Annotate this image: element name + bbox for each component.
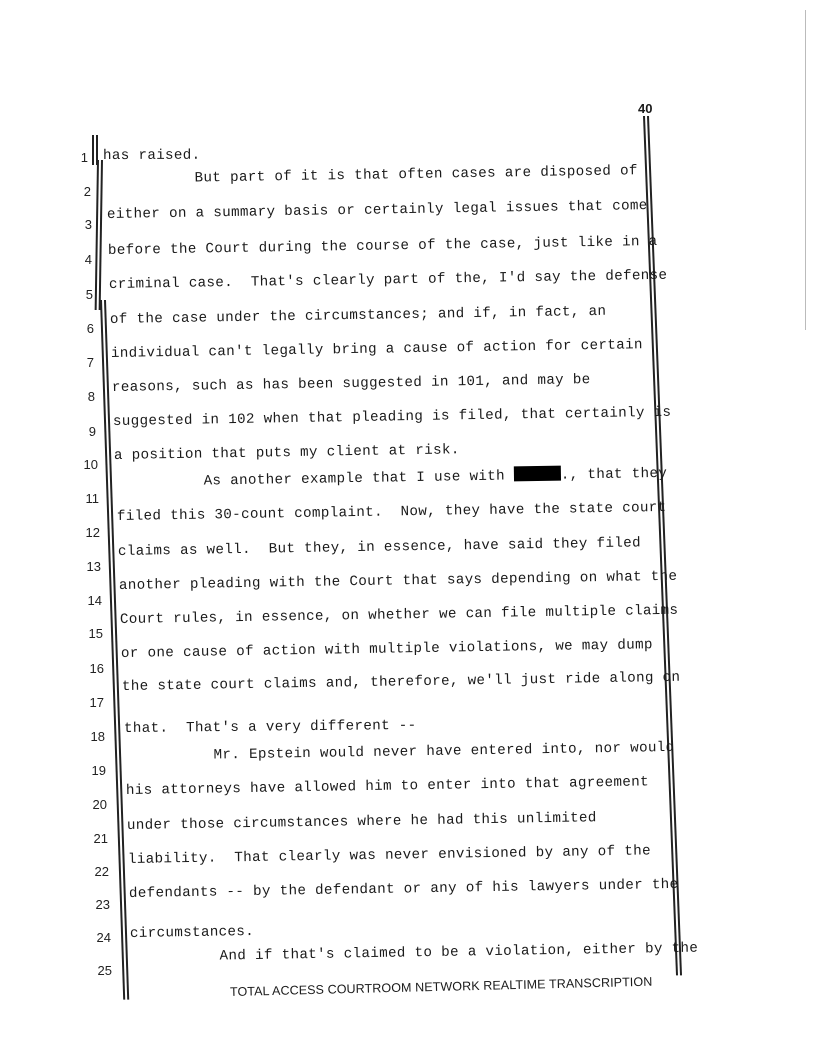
transcript-text: ., that they [560, 465, 668, 484]
transcript-line: filed this 30-count complaint. Now, they have the state court [116, 499, 667, 525]
line-number: 25 [97, 963, 112, 978]
left-margin-rule [99, 160, 103, 310]
line-number: 3 [84, 217, 92, 232]
line-number: 4 [84, 252, 92, 267]
transcript-line: individual can't legally bring a cause of action for certain [110, 337, 643, 362]
transcript-line: And if that's claimed to be a violation, either by the [130, 940, 699, 966]
transcript-line: or one cause of action with multiple violations, we may dump [120, 637, 653, 662]
transcript-line: his attorneys have allowed him to enter into that agreement [125, 774, 650, 799]
line-number: 22 [94, 864, 109, 879]
transcript-line: that. That's a very different -- [123, 717, 417, 737]
page-number: 40 [638, 101, 653, 116]
transcript-line: circumstances. [129, 923, 255, 942]
transcript-line: criminal case. That's clearly part of the, I'd say the defense [108, 267, 668, 293]
line-number: 1 [80, 150, 88, 165]
line-number: 12 [85, 525, 100, 540]
line-number: 24 [96, 930, 111, 945]
scan-edge-mark [805, 10, 806, 330]
line-number: 23 [95, 897, 110, 912]
line-number: 21 [93, 831, 108, 846]
transcript-line: a position that puts my client at risk. [113, 442, 460, 464]
transcript-line: liability. That clearly was never envisioned by any of the [127, 843, 652, 868]
line-number: 18 [90, 729, 105, 744]
line-number: 9 [88, 424, 96, 439]
redaction-block [514, 466, 561, 482]
transcript-line: claims as well. But they, in essence, have said they filed [117, 535, 642, 560]
line-number: 6 [86, 321, 94, 336]
transcript-line: another pleading with the Court that says depending on what the [118, 568, 678, 594]
line-number: 8 [87, 389, 95, 404]
line-number: 2 [83, 184, 91, 199]
footer-banner: TOTAL ACCESS COURTROOM NETWORK REALTIME TRANSCRIPTION [229, 974, 653, 999]
transcript-line: Mr. Epstein would never have entered into, nor would [124, 739, 675, 765]
transcript-line: suggested in 102 when that pleading is filed, that certainly is [112, 404, 672, 430]
line-number: 16 [89, 661, 104, 676]
transcript-text: As another example that I use with [114, 468, 514, 491]
transcript-line: before the Court during the course of the case, just like in a [107, 233, 658, 259]
transcript-line: the state court claims and, therefore, we'll just ride along on [121, 669, 681, 695]
transcript-line [115, 464, 667, 491]
transcript-line: under those circumstances where he had this unlimited [126, 810, 597, 834]
line-number: 11 [85, 491, 99, 506]
transcript-line: But part of it is that often cases are disposed of [105, 163, 638, 188]
transcript-line: has raised. [102, 147, 201, 164]
line-number: 17 [89, 695, 104, 710]
line-number: 14 [87, 593, 102, 608]
transcript-line: either on a summary basis or certainly legal issues that come [106, 198, 648, 223]
line-number: 5 [85, 287, 93, 302]
line-number: 7 [86, 355, 94, 370]
left-margin-rule [92, 135, 94, 165]
transcript-line: Court rules, in essence, on whether we can file multiple claims [119, 602, 679, 628]
line-number: 13 [86, 559, 101, 574]
transcript-line: defendants -- by the defendant or any of his lawyers under the [128, 876, 679, 902]
line-number: 20 [92, 797, 107, 812]
transcript-line: reasons, such as has been suggested in 101, and may be [111, 372, 591, 396]
transcript-line: of the case under the circumstances; and if, in fact, an [109, 303, 607, 328]
line-number: 19 [91, 763, 106, 778]
line-number: 15 [88, 626, 103, 641]
line-number: 10 [83, 457, 98, 472]
